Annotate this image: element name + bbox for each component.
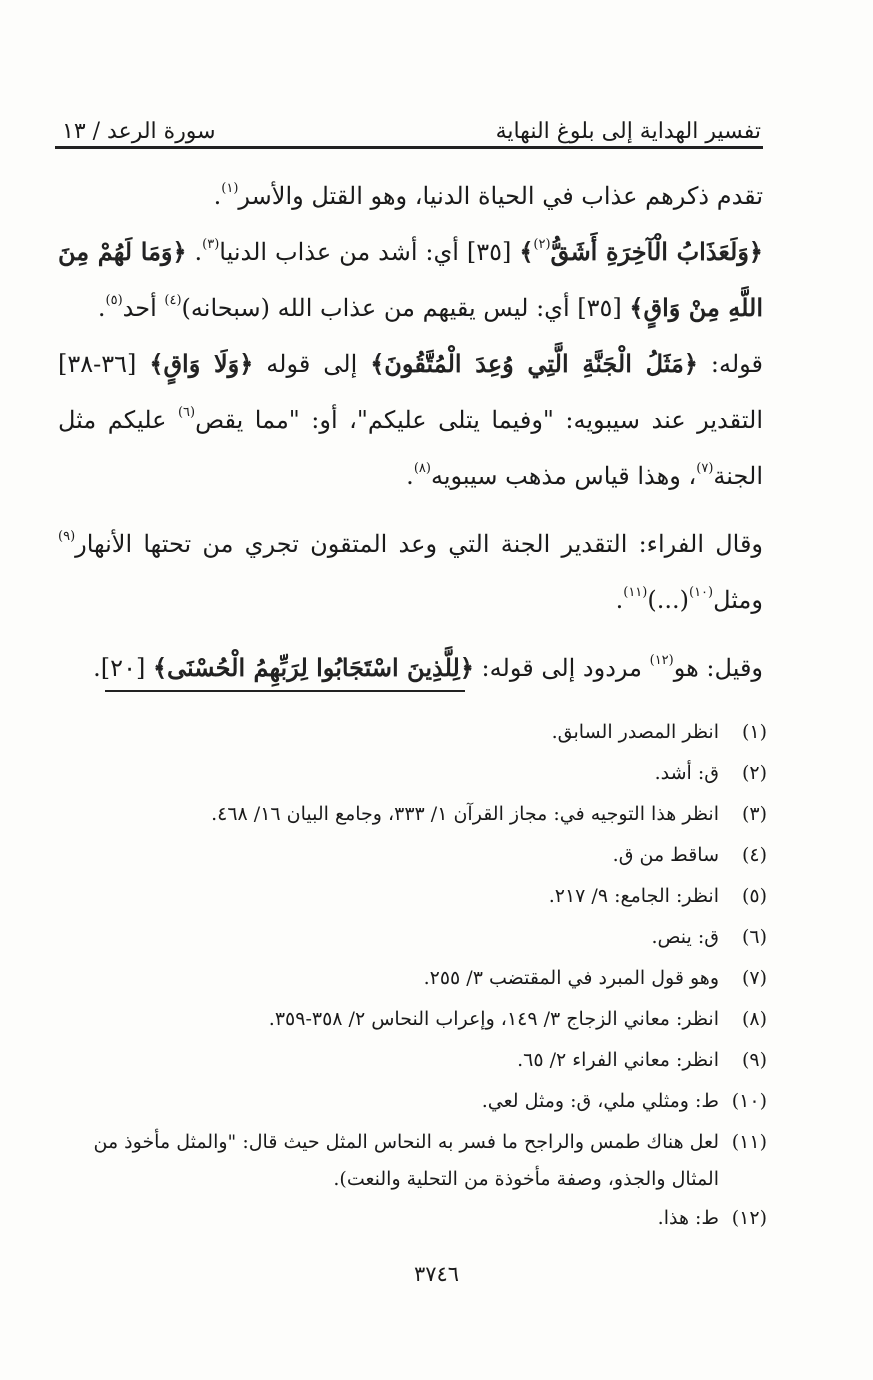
- main-text: [58, 168, 763, 696]
- paragraph-4: [58, 516, 763, 628]
- quran-verse: ﴿وَلَا وَاقٍ﴾: [149, 349, 254, 378]
- footnote-number: (٧): [741, 967, 767, 989]
- paragraph-1: [58, 168, 763, 224]
- footnote-number: (٦): [741, 926, 767, 948]
- paragraph-text: مردود إلى قوله:: [473, 654, 650, 682]
- paragraph-text: [٢٠].: [93, 654, 153, 682]
- footnote-ref-3: (٣): [202, 237, 220, 252]
- footnote-text: وهو قول المبرد في المقتضب ٣/ ٢٥٥.: [423, 967, 719, 989]
- footnote-number: (٩): [741, 1049, 767, 1071]
- footnote-ref-2: (٢): [533, 237, 551, 252]
- footnote-number: (٥): [741, 885, 767, 907]
- header-rule: [55, 146, 763, 149]
- paragraph-text: ومثل: [713, 586, 763, 614]
- paragraph-text: وقيل: هو: [673, 654, 763, 682]
- footnote-text: ط: هذا.: [657, 1207, 719, 1229]
- footnote-number: (٣): [741, 803, 767, 825]
- footnote-number: (١٢): [731, 1207, 767, 1229]
- footnote-text: انظر: الجامع: ٩/ ٢١٧.: [548, 885, 719, 907]
- footnote-number: (١١): [731, 1131, 767, 1153]
- footnote: [58, 1122, 767, 1198]
- footnotes: [58, 712, 767, 1239]
- footnote-ref-4: (٤): [164, 293, 182, 308]
- punctuation: .: [213, 182, 222, 210]
- paragraph-5: [58, 640, 763, 696]
- punctuation: .: [406, 462, 414, 490]
- paragraph-text: ، وهذا قياس مذهب سيبويه: [430, 462, 697, 490]
- footnote: [58, 794, 767, 835]
- footnote: [58, 1040, 767, 1081]
- quran-verse: ﴿وَلَعَذَابُ الْآخِرَةِ أَشَقُّ: [550, 237, 763, 266]
- footnote: [58, 835, 767, 876]
- footnote-text: انظر: معاني الزجاج ٣/ ١٤٩، وإعراب النحاس ٢/ ٣٥٨-٣٥٩.: [268, 1008, 719, 1030]
- footnote: [58, 917, 767, 958]
- footnote-number: (١): [741, 721, 767, 743]
- footnote-ref-12: (١٢): [649, 653, 674, 668]
- paragraph-text: [٣٥] أي: أشد من عذاب الدنيا: [219, 238, 512, 266]
- footnote-text: ق: أشد.: [654, 762, 719, 784]
- footnote-number: (٢): [741, 762, 767, 784]
- quran-bracket: ﴾: [519, 237, 534, 266]
- footnote: [58, 958, 767, 999]
- paragraph-text: أحد: [122, 294, 165, 322]
- footnote-ref-9: (٩): [58, 529, 76, 544]
- footnote-text: انظر هذا التوجيه في: مجاز القرآن ١/ ٣٣٣، وجامع البيان ١٦/ ٤٦٨.: [211, 803, 719, 825]
- footnote-text: ط: ومثلي ملي، ق: ومثل لعي.: [481, 1090, 719, 1112]
- footnote-ref-11: (١١): [623, 585, 648, 600]
- paragraph-3: [58, 336, 763, 504]
- quran-verse: ﴿لِلَّذِينَ اسْتَجَابُوا لِرَبِّهِمُ الْحُسْنَى﴾: [152, 653, 474, 682]
- footnote-text: ساقط من ق.: [612, 844, 719, 866]
- book-title: تفسير الهداية إلى بلوغ النهاية: [495, 119, 761, 144]
- footnote: [58, 999, 767, 1040]
- footnote-ref-7: (٧): [696, 461, 714, 476]
- punctuation: .: [615, 586, 624, 614]
- footnote-ref-8: (٨): [413, 461, 431, 476]
- footnote-separator: [105, 690, 465, 692]
- footnote-text: انظر: معاني الفراء ٢/ ٦٥.: [517, 1049, 719, 1071]
- paragraph-text: إلى قوله: [253, 350, 371, 378]
- quran-verse: ﴿وَمَا لَهُمْ مِنَ اللَّهِ مِنْ وَاقٍ﴾: [58, 237, 763, 322]
- footnote-text: لعل هناك طمس والراجح ما فسر به النحاس المثل حيث قال: "والمثل مأخوذ من المثال والجذو، وصفة مأخوذة من التحلية والنعت).: [93, 1131, 719, 1190]
- paragraph-text: عليكم مثل الجنة: [58, 406, 763, 490]
- running-head: [62, 108, 761, 144]
- footnote-text: ق: ينص.: [651, 926, 719, 948]
- footnote-number: (٨): [741, 1008, 767, 1030]
- footnote-number: (٤): [741, 844, 767, 866]
- footnote-text: انظر المصدر السابق.: [551, 721, 719, 743]
- page-number: ٣٧٤٦: [413, 1262, 460, 1286]
- paragraph-text: وقال الفراء: التقدير الجنة التي وعد المتقون تجري من تحتها الأنهار: [75, 530, 763, 558]
- footnote: [58, 876, 767, 917]
- footnote-ref-1: (١): [221, 181, 239, 196]
- footnote-ref-6: (٦): [177, 405, 196, 420]
- footnote: [58, 1198, 767, 1239]
- footnote: [58, 712, 767, 753]
- footnote-ref-5: (٥): [105, 293, 123, 308]
- paragraph-text: تقدم ذكرهم عذاب في الحياة الدنيا، وهو القتل والأسر: [238, 182, 763, 210]
- paragraph-2: [58, 224, 763, 336]
- footnote-number: (١٠): [731, 1090, 767, 1112]
- ellipsis: (...): [647, 586, 689, 614]
- paragraph-text: [٣٦-٣٨] التقدير عند سيبويه: "وفيما يتلى عليكم"، أو: "مما يقص: [58, 350, 763, 434]
- footnote-ref-10: (١٠): [689, 585, 714, 600]
- footnote: [58, 753, 767, 794]
- punctuation: .: [194, 238, 203, 266]
- paragraph-text: قوله:: [697, 350, 764, 378]
- footnote: [58, 1081, 767, 1122]
- punctuation: .: [97, 294, 106, 322]
- surah-reference: سورة الرعد / ١٣: [62, 119, 216, 144]
- quran-verse: ﴿مَثَلُ الْجَنَّةِ الَّتِي وُعِدَ الْمُتَّقُونَ﴾: [370, 349, 698, 378]
- paragraph-text: [٣٥] أي: ليس يقيهم من عذاب الله (سبحانه): [181, 294, 622, 322]
